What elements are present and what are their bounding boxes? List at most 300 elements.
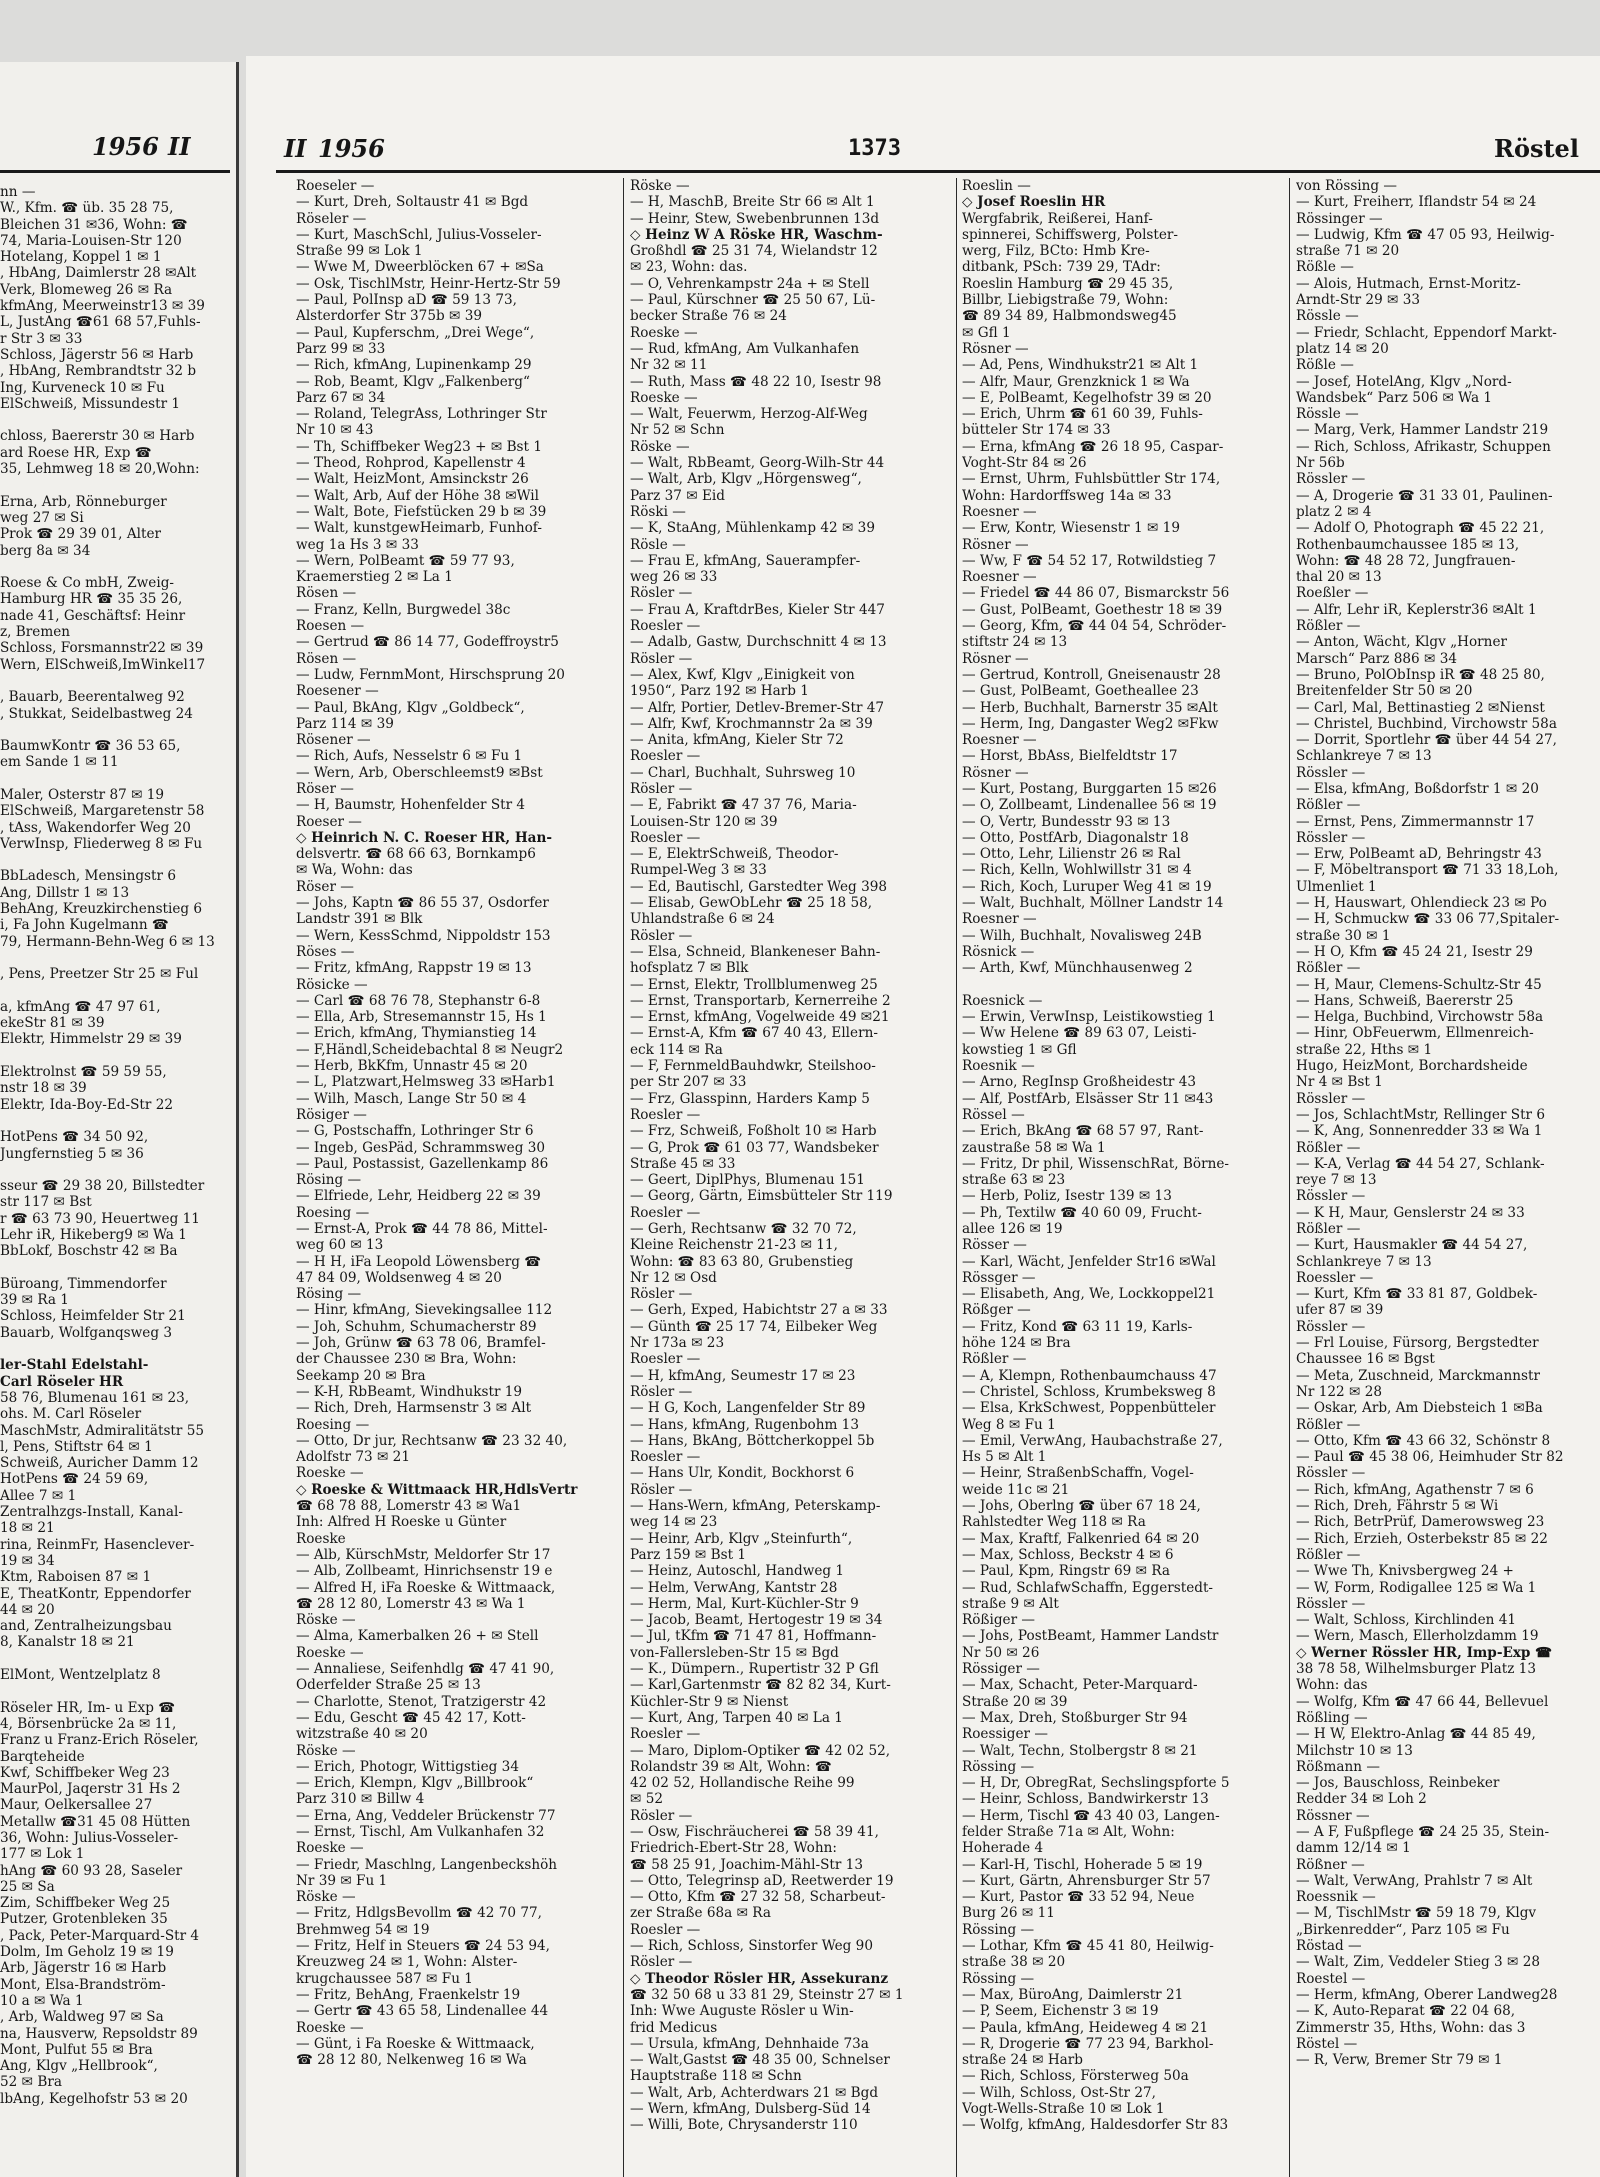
left-page	[0, 62, 239, 2177]
directory-entry-line: ◇ Heinrich N. C. Roeser HR, Han-	[296, 829, 553, 846]
directory-entry-line: Rössler —	[1296, 1595, 1366, 1612]
directory-entry-line: Hauptstraße 118 ✉ Schn	[630, 2068, 802, 2085]
directory-entry-line: Nr 50 ✉ 26	[962, 1644, 1040, 1661]
directory-entry-line: hAng ☎ 60 93 28, Saseler	[0, 1862, 183, 1879]
directory-entry-line: 36, Wohn: Julius-Vosseler-	[0, 1829, 179, 1846]
directory-entry-line: Rössler —	[1296, 764, 1366, 781]
directory-entry-line: Rösler —	[630, 1383, 693, 1400]
directory-entry-line: — Frl Louise, Fürsorg, Bergstedter	[1296, 1335, 1539, 1352]
directory-entry-line: — Ph, Textilw ☎ 40 60 09, Frucht-	[962, 1204, 1202, 1221]
directory-entry-line: — G, Prok ☎ 61 03 77, Wandsbeker	[630, 1139, 879, 1156]
directory-entry-line: — Rich, Schloss, Sinstorfer Weg 90	[630, 1938, 873, 1955]
directory-entry-line: rina, ReinmFr, Hasenclever-	[0, 1536, 195, 1553]
directory-entry-line: — Wwe M, Dweerblöcken 67 + ✉Sa	[296, 259, 544, 276]
directory-entry-line: MaurPol, Jaqerstr 31 Hs 2	[0, 1781, 181, 1798]
directory-entry-line: — Elisabeth, Ang, We, Lockkoppel21	[962, 1286, 1216, 1303]
directory-entry-line: Rösler —	[630, 780, 693, 797]
directory-entry-line: — Walt, Feuerwm, Herzog-Alf-Weg	[630, 406, 868, 423]
directory-entry-line: — Herb, Poliz, Isestr 139 ✉ 13	[962, 1188, 1172, 1205]
directory-entry-line: Schlankreye 7 ✉ 13	[1296, 748, 1432, 765]
directory-entry-line: — Max, Dreh, Stoßburger Str 94	[962, 1709, 1188, 1726]
directory-entry-line: L, JustAng ☎61 68 57,Fuhls-	[0, 314, 201, 331]
directory-entry-line: Küchler-Str 9 ✉ Nienst	[630, 1693, 789, 1710]
directory-entry-line: Röske —	[296, 1612, 356, 1629]
directory-entry-line: krugchaussee 587 ✉ Fu 1	[296, 1970, 473, 1987]
directory-entry-line: Roesner —	[962, 569, 1037, 586]
directory-entry-line: 8, Kanalstr 18 ✉ 21	[0, 1634, 135, 1651]
directory-entry-line: — O, Vehrenkampstr 24a + ✉ Stell	[630, 275, 870, 292]
directory-entry-line: Chaussee 16 ✉ Bgst	[1296, 1351, 1435, 1368]
directory-entry-line: 52 ✉ Bra	[0, 2074, 62, 2091]
directory-entry-line: Kreuzweg 24 ✉ 1, Wohn: Alster-	[296, 1954, 518, 1971]
directory-entry-line: — Anita, kfmAng, Kieler Str 72	[630, 732, 844, 749]
directory-entry-line: Rothenbaumchaussee 185 ✉ 13,	[1296, 536, 1520, 553]
directory-entry-line: 19 ✉ 34	[0, 1552, 55, 1569]
directory-entry-line: — K, Ang, Sonnenredder 33 ✉ Wa 1	[1296, 1123, 1543, 1140]
directory-entry-line: Roesen —	[296, 618, 365, 635]
directory-entry-line: — Paul, Kpm, Ringstr 69 ✉ Ra	[962, 1563, 1170, 1580]
directory-entry-line: em Sande 1 ✉ 11	[0, 754, 119, 771]
directory-entry-line: Hotelang, Koppel 1 ✉ 1	[0, 249, 162, 266]
directory-entry-line: Rößling —	[1296, 1709, 1368, 1726]
directory-entry-line: Breitenfelder Str 50 ✉ 20	[1296, 683, 1473, 700]
directory-entry-line: — Otto, PostfArb, Diagonalstr 18	[962, 829, 1189, 846]
directory-entry-line: r Str 3 ✉ 33	[0, 330, 83, 347]
directory-entry-line: Röstel —	[1296, 2035, 1358, 2052]
directory-entry-line: — F, Möbeltransport ☎ 71 33 18,Loh,	[1296, 862, 1559, 879]
directory-entry-line: — Otto, Telegrinsp aD, Reetwerder 19	[630, 1872, 894, 1889]
directory-entry-line: — Rud, kfmAng, Am Vulkanhafen	[630, 340, 860, 357]
directory-entry-line: Röske —	[630, 178, 690, 194]
directory-entry-line: Parz 99 ✉ 33	[296, 340, 386, 357]
directory-column-3	[962, 178, 1282, 2177]
directory-entry-line: — Fritz, kfmAng, Rappstr 19 ✉ 13	[296, 960, 532, 977]
directory-entry-line: reye 7 ✉ 13	[1296, 1172, 1377, 1189]
directory-entry-line: Rahlstedter Weg 118 ✉ Ra	[962, 1514, 1146, 1531]
directory-entry-line: — Jos, Bauschloss, Reinbeker	[1296, 1775, 1500, 1792]
directory-entry-line: — K., Dümpern., Rupertistr 32 P Gfl	[630, 1661, 879, 1678]
directory-entry-line: Roessiger —	[962, 1726, 1048, 1743]
directory-entry-line: Roeseler —	[296, 178, 375, 194]
directory-entry-line: — H, Hauswart, Ohlendieck 23 ✉ Po	[1296, 895, 1547, 912]
directory-entry-line: Roeske —	[630, 389, 698, 406]
directory-entry-line: — Roland, TelegrAss, Lothringer Str	[296, 406, 547, 423]
directory-entry-line: Rössing —	[962, 1758, 1035, 1775]
directory-entry-line: — Ernst, Uhrm, Fuhlsbüttler Str 174,	[962, 471, 1221, 488]
directory-entry-line: weide 11c ✉ 21	[962, 1481, 1070, 1498]
directory-entry-line: — H, kfmAng, Seumestr 17 ✉ 23	[630, 1367, 856, 1384]
directory-entry-line: thal 20 ✉ 13	[1296, 569, 1382, 586]
left-page-column	[0, 184, 226, 2177]
right-header-rule	[276, 170, 1600, 173]
directory-entry-line: — Walt, Techn, Stolbergstr 8 ✉ 21	[962, 1742, 1198, 1759]
directory-entry-line: Mont, Elsa-Brandström-	[0, 1976, 166, 1993]
directory-entry-line: — Max, Schacht, Peter-Marquard-	[962, 1677, 1198, 1694]
directory-entry-line: — Fritz, BehAng, Fraenkelstr 19	[296, 1986, 521, 2003]
directory-entry-line: Rößmann —	[1296, 1758, 1380, 1775]
directory-entry-line: ditbank, PSch: 739 29, TAdr:	[962, 259, 1161, 276]
directory-entry-line: Roesing —	[296, 1204, 370, 1221]
directory-entry-line: — Hans, Schweiß, Baererstr 25	[1296, 992, 1514, 1009]
directory-entry-line: Roeslin Hamburg ☎ 29 45 35,	[962, 275, 1174, 292]
directory-entry-line: — Gust, PolBeamt, Goetheallee 23	[962, 683, 1199, 700]
directory-entry-line: — Rich, Schloss, Försterweg 50a	[962, 2068, 1189, 2085]
directory-entry-line: Roeske —	[630, 324, 698, 341]
directory-entry-line: Rösler —	[630, 927, 693, 944]
directory-entry-line: straße 38 ✉ 20	[962, 1954, 1066, 1971]
directory-entry-line	[0, 983, 226, 999]
directory-entry-line: — Geert, DiplPhys, Blumenau 151	[630, 1172, 865, 1189]
directory-entry-line: — Wern, PolBeamt ☎ 59 77 93,	[296, 552, 515, 569]
directory-entry-line: ElMont, Wentzelplatz 8	[0, 1667, 161, 1684]
directory-entry-line: ◇ Theodor Rösler HR, Assekuranz	[630, 1970, 889, 1987]
directory-entry-line: — Heinr, Arb, Klgv „Steinfurth“,	[630, 1530, 853, 1547]
directory-entry-line: , HbAng, Daimlerstr 28 ✉Alt	[0, 265, 197, 282]
directory-entry-line: Roesner —	[962, 732, 1037, 749]
directory-entry-line: zer Straße 68a ✉ Ra	[630, 1905, 771, 1922]
directory-entry-line: — Alfr, Kwf, Krochmannstr 2a ✉ 39	[630, 715, 873, 732]
directory-entry-line: — Franz, Kelln, Burgwedel 38c	[296, 601, 511, 618]
directory-entry-line: — Josef, HotelAng, Klgv „Nord-	[1296, 373, 1512, 390]
directory-entry-line: — Gertr ☎ 43 65 58, Lindenallee 44	[296, 2003, 549, 2020]
directory-entry-line: — H, Maur, Clemens-Schultz-Str 45	[1296, 976, 1542, 993]
directory-entry-line: becker Straße 76 ✉ 24	[630, 308, 787, 325]
directory-entry-line	[0, 1683, 226, 1699]
directory-entry-line: Rössle —	[1296, 308, 1359, 325]
directory-entry-line: Roesler —	[630, 1921, 701, 1938]
directory-entry-line: — M, TischlMstr ☎ 59 18 79, Klgv	[1296, 1905, 1537, 1922]
directory-entry-line: Büroang, Timmendorfer	[0, 1275, 167, 1292]
directory-entry-line: — Walt, Bote, Fiefstücken 29 b ✉ 39	[296, 503, 547, 520]
directory-entry-line: — Fritz, Helf in Steuers ☎ 24 53 94,	[296, 1938, 551, 1955]
directory-entry-line: — Frau A, KraftdrBes, Kieler Str 447	[630, 601, 885, 618]
directory-column-2	[630, 178, 950, 2177]
directory-entry-line: spinnerei, Schiffswerg, Polster-	[962, 226, 1178, 243]
directory-entry-line: — Kurt, Postang, Burggarten 15 ✉26	[962, 780, 1217, 797]
directory-entry-line: — Alois, Hutmach, Ernst-Moritz-	[1296, 275, 1521, 292]
directory-entry-line: Rößle —	[1296, 357, 1354, 374]
directory-entry-line: — Kurt, Gärtn, Ahrensburger Str 57	[962, 1872, 1211, 1889]
directory-entry-line: stiftstr 24 ✉ 13	[962, 634, 1068, 651]
directory-entry-line: — Paul, Kürschner ☎ 25 50 67, Lü-	[630, 292, 876, 309]
directory-entry-line: — Herm, Tischl ☎ 43 40 03, Langen-	[962, 1807, 1220, 1824]
directory-entry-line: Roesner —	[962, 503, 1037, 520]
directory-entry-line: Roeser —	[296, 813, 362, 830]
directory-entry-line: weg 60 ✉ 13	[296, 1237, 384, 1254]
directory-entry-line: nn —	[0, 184, 36, 200]
directory-entry-line: Rösser —	[962, 1237, 1027, 1254]
directory-entry-line: Rolandstr 39 ✉ Alt, Wohn: ☎	[630, 1758, 832, 1775]
directory-entry-line: Roeßler —	[1296, 585, 1369, 602]
directory-entry-line: — Arth, Kwf, Münchhausenweg 2	[962, 960, 1193, 977]
directory-entry-line: MaschMstr, Admiralitätstr 55	[0, 1422, 205, 1439]
directory-entry-line: — O, Vertr, Bundesstr 93 ✉ 13	[962, 813, 1171, 830]
directory-entry-line: — Annaliese, Seifenhdlg ☎ 47 41 90,	[296, 1661, 555, 1678]
directory-entry-line: Rößger —	[962, 1302, 1031, 1319]
directory-entry-line: Rösler —	[630, 1481, 693, 1498]
directory-entry-line: ◇ Roeske & Wittmaack HR,HdlsVertr	[296, 1481, 578, 1498]
directory-entry-line: — Friedr, Schlacht, Eppendorf Markt-	[1296, 324, 1557, 341]
directory-entry-line: — Paul, BkAng, Klgv „Goldbeck“,	[296, 699, 525, 716]
directory-entry-line	[0, 477, 226, 493]
directory-entry-line: Roesener —	[296, 683, 379, 700]
directory-entry-line: 42 02 52, Hollandische Reihe 99	[630, 1775, 855, 1792]
directory-entry-line: — Heinr, Schloss, Bandwirkerstr 13	[962, 1791, 1209, 1808]
directory-entry-line: witzstraße 40 ✉ 20	[296, 1726, 428, 1743]
directory-entry-line: — Ludwig, Kfm ☎ 47 05 93, Heilwig-	[1296, 226, 1555, 243]
directory-entry-line: — K-A, Verlag ☎ 44 54 27, Schlank-	[1296, 1155, 1545, 1172]
directory-entry-line: , Pens, Preetzer Str 25 ✉ Ful	[0, 966, 199, 983]
directory-entry-line: Roesler —	[630, 1106, 701, 1123]
directory-entry-line: — Walt,Gastst ☎ 48 35 00, Schnelser	[630, 2052, 890, 2069]
directory-entry-line: — Hans-Wern, kfmAng, Peterskamp-	[630, 1498, 881, 1515]
directory-entry-line: — Alfred H, iFa Roeske & Wittmaack,	[296, 1579, 556, 1596]
directory-entry-line: — Jacob, Beamt, Hertogestr 19 ✉ 34	[630, 1612, 883, 1629]
directory-entry-line	[962, 977, 1282, 993]
directory-entry-line: Rößler —	[962, 1351, 1027, 1368]
directory-entry-line: — Heinr, StraßenbSchaffn, Vogel-	[962, 1465, 1194, 1482]
directory-entry-line: — Alfr, Maur, Grenzknick 1 ✉ Wa	[962, 373, 1190, 390]
directory-entry-line: — Ludw, FernmMont, Hirschsprung 20	[296, 666, 565, 683]
directory-entry-line: Rössinger —	[1296, 210, 1383, 227]
directory-entry-line: Rösen —	[296, 650, 357, 667]
directory-entry-line: damm 12/14 ✉ 1	[1296, 1840, 1411, 1857]
directory-entry-line: zaustraße 58 ✉ Wa 1	[962, 1139, 1106, 1156]
directory-entry-line: Rösner —	[962, 536, 1029, 553]
directory-entry-line: Uhlandstraße 6 ✉ 24	[630, 911, 775, 928]
directory-entry-line: Roesler —	[630, 618, 701, 635]
directory-entry-line: nstr 18 ✉ 39	[0, 1080, 87, 1097]
directory-entry-line: Nr 39 ✉ Fu 1	[296, 1872, 388, 1889]
directory-entry-line: — Ernst, Elektr, Trollblumenweg 25	[630, 976, 878, 993]
directory-entry-line: — Ruth, Mass ☎ 48 22 10, Isestr 98	[630, 373, 882, 390]
directory-entry-line: — H G, Koch, Langenfelder Str 89	[630, 1400, 866, 1417]
directory-entry-line: HotPens ☎ 24 59 69,	[0, 1471, 149, 1488]
directory-entry-line: Rößler —	[1296, 1139, 1361, 1156]
directory-entry-line: Bleichen 31 ✉36, Wohn: ☎	[0, 216, 188, 233]
directory-entry-line: — A, Drogerie ☎ 31 33 01, Paulinen-	[1296, 487, 1553, 504]
directory-entry-line: — Otto, Kfm ☎ 27 32 58, Scharbeut-	[630, 1889, 886, 1906]
directory-entry-line: — Kurt, Pastor ☎ 33 52 94, Neue	[962, 1889, 1195, 1906]
directory-entry-line: Roeske —	[296, 1840, 364, 1857]
directory-entry-line: hofsplatz 7 ✉ Blk	[630, 960, 749, 977]
directory-entry-line: — Helm, VerwAng, Kantstr 28	[630, 1579, 838, 1596]
directory-entry-line: — Herm, Mal, Kurt-Küchler-Str 9	[630, 1595, 859, 1612]
directory-entry-line: Rössler —	[1296, 471, 1366, 488]
directory-entry-line: Elektrolnst ☎ 59 59 55,	[0, 1064, 167, 1081]
directory-entry-line: — Wolfg, kfmAng, Haldesdorfer Str 83	[962, 2117, 1229, 2134]
directory-entry-line: — Kurt, Hausmakler ☎ 44 54 27,	[1296, 1237, 1528, 1254]
directory-entry-line: delsvertr. ☎ 68 66 63, Bornkamp6	[296, 846, 536, 863]
directory-entry-line: — Joh, Grünw ☎ 63 78 06, Bramfel-	[296, 1335, 546, 1352]
directory-entry-line: Schlankreye 7 ✉ 13	[1296, 1253, 1432, 1270]
directory-entry-line: Wandsbek“ Parz 506 ✉ Wa 1	[1296, 389, 1493, 406]
directory-entry-line: Rössing —	[962, 1970, 1035, 1987]
directory-entry-line: Roesler —	[630, 829, 701, 846]
directory-entry-line: Röske —	[630, 438, 690, 455]
directory-entry-line: Ktm, Raboisen 87 ✉ 1	[0, 1569, 152, 1586]
directory-entry-line: Nr 32 ✉ 11	[630, 357, 708, 374]
directory-entry-line	[0, 950, 226, 966]
directory-entry-line: 18 ✉ 21	[0, 1520, 55, 1537]
directory-entry-line: — Johs, Kaptn ☎ 86 55 37, Osdorfer	[296, 895, 549, 912]
directory-entry-line: „Birkenredder“, Parz 105 ✉ Fu	[1296, 1921, 1510, 1938]
directory-entry-line: Rösing —	[296, 1172, 362, 1189]
directory-entry-line: — Elsa, KrkSchwest, Poppenbütteler	[962, 1400, 1216, 1417]
directory-entry-line: Röseler HR, Im- u Exp ☎	[0, 1699, 176, 1716]
directory-entry-line: — Jul, tKfm ☎ 71 47 81, Hoffmann-	[630, 1628, 877, 1645]
directory-entry-line: Nr 173a ✉ 23	[630, 1335, 725, 1352]
directory-entry-line: — Ernst, kfmAng, Vogelweide 49 ✉21	[630, 1009, 890, 1026]
directory-entry-line: Kraemerstieg 2 ✉ La 1	[296, 569, 453, 586]
directory-entry-line: — E, PolBeamt, Kegelhofstr 39 ✉ 20	[962, 389, 1212, 406]
directory-entry-line: — Wolfg, Kfm ☎ 47 66 44, Bellevuel	[1296, 1693, 1549, 1710]
directory-entry-line: — Gust, PolBeamt, Goethestr 18 ✉ 39	[962, 601, 1223, 618]
directory-entry-line: — Walt, RbBeamt, Georg-Wilh-Str 44	[630, 455, 885, 472]
directory-entry-line: — Erich, Klempn, Klgv „Billbrook“	[296, 1775, 534, 1792]
directory-entry-line: , Arb, Waldweg 97 ✉ Sa	[0, 2009, 164, 2026]
directory-entry-line: Arb, Jägerstr 16 ✉ Harb	[0, 1960, 167, 1977]
directory-entry-line: Inh: Wwe Auguste Rösler u Win-	[630, 2003, 854, 2020]
directory-entry-line: chloss, Baererstr 30 ✉ Harb	[0, 428, 195, 445]
directory-entry-line: Carl Röseler HR	[0, 1373, 124, 1390]
directory-entry-line: Röser —	[296, 780, 354, 797]
directory-entry-line: — Adalb, Gastw, Durchschnitt 4 ✉ 13	[630, 634, 887, 651]
directory-entry-line: — G, Postschaffn, Lothringer Str 6	[296, 1123, 534, 1140]
directory-entry-line: Hs 5 ✉ Alt 1	[962, 1449, 1047, 1466]
directory-entry-line: — Wilh, Masch, Lange Str 50 ✉ 4	[296, 1090, 527, 1107]
directory-entry-line: — F, FernmeldBauhdwkr, Steilshoo-	[630, 1058, 876, 1075]
directory-entry-line: Rösener —	[296, 732, 371, 749]
directory-entry-line: — Kurt, Freiherr, Iflandstr 54 ✉ 24	[1296, 194, 1537, 211]
directory-entry-line: — Erna, kfmAng ☎ 26 18 95, Caspar-	[962, 438, 1224, 455]
directory-entry-line: Roesler —	[630, 1726, 701, 1743]
directory-entry-line: Rößler —	[1296, 960, 1361, 977]
directory-entry-line: — Gerh, Exped, Habichtstr 27 a ✉ 33	[630, 1302, 888, 1319]
directory-entry-line: — Frz, Glasspinn, Harders Kamp 5	[630, 1090, 870, 1107]
directory-entry-line: Voght-Str 84 ✉ 26	[962, 455, 1087, 472]
directory-entry-line: 25 ✉ Sa	[0, 1878, 55, 1895]
directory-entry-line: straße 63 ✉ 23	[962, 1172, 1066, 1189]
directory-entry-line: straße 9 ✉ Alt	[962, 1595, 1059, 1612]
directory-entry-line: Rösnick —	[962, 943, 1035, 960]
directory-entry-line: 4, Börsenbrücke 2a ✉ 11,	[0, 1715, 177, 1732]
directory-entry-line: 58 76, Blumenau 161 ✉ 23,	[0, 1389, 190, 1406]
directory-entry-line: , HbAng, Rembrandtstr 32 b	[0, 363, 197, 380]
directory-entry-line: — K H, Maur, Genslerstr 24 ✉ 33	[1296, 1204, 1525, 1221]
directory-entry-line: — Rich, Schloss, Afrikastr, Schuppen	[1296, 438, 1551, 455]
directory-entry-line: — Ad, Pens, Windhukstr21 ✉ Alt 1	[962, 357, 1199, 374]
directory-entry-line: der Chaussee 230 ✉ Bra, Wohn:	[296, 1351, 517, 1368]
directory-entry-line: straße 24 ✉ Harb	[962, 2052, 1083, 2069]
directory-entry-line: Rößler —	[1296, 1221, 1361, 1237]
directory-entry-line: Roesler —	[630, 1449, 701, 1466]
directory-entry-line: Rößler —	[1296, 1546, 1361, 1563]
directory-entry-line: — Rich, BetrPrüf, Damerowsweg 23	[1296, 1514, 1545, 1531]
directory-entry-line: Oderfelder Straße 25 ✉ 13	[296, 1677, 481, 1694]
directory-entry-line	[0, 1113, 226, 1129]
directory-entry-line: z, Bremen	[0, 624, 71, 641]
directory-entry-line: Hoherade 4	[962, 1840, 1044, 1857]
directory-entry-line: — Wwe Th, Knivsbergweg 24 +	[1296, 1563, 1514, 1580]
directory-entry-line: — Carl ☎ 68 76 78, Stephanstr 6-8	[296, 992, 541, 1009]
directory-entry-line: per Str 207 ✉ 33	[630, 1074, 747, 1091]
directory-entry-line: — Friedel ☎ 44 86 07, Bismarckstr 56	[962, 585, 1230, 602]
directory-entry-line: Zimmerstr 35, Hths, Wohn: das 3	[1296, 2019, 1526, 2036]
directory-entry-line: Rösner —	[962, 340, 1029, 357]
directory-entry-line	[0, 722, 226, 738]
right-header-year: 1956	[318, 134, 385, 163]
directory-entry-line: Rössel —	[962, 1106, 1025, 1123]
directory-entry-line: l, Pens, Stiftstr 64 ✉ 1	[0, 1438, 153, 1455]
directory-entry-line: — Wern, Masch, Ellerholzdamm 19	[1296, 1628, 1539, 1645]
directory-entry-line: Barqteheide	[0, 1748, 85, 1765]
directory-entry-line: Ing, Kurveneck 10 ✉ Fu	[0, 379, 165, 396]
directory-entry-line: Verk, Blomeweg 26 ✉ Ra	[0, 281, 173, 298]
directory-entry-line: Friedrich-Ebert-Str 28, Wohn:	[630, 1840, 837, 1857]
directory-entry-line: Rösner —	[962, 764, 1029, 781]
directory-entry-line: , Bauarb, Beerentalweg 92	[0, 689, 185, 706]
directory-entry-line: ☎ 32 50 68 u 33 81 29, Steinstr 27 ✉ 1	[630, 1986, 904, 2003]
directory-entry-line: — Alb, KürschMstr, Meldorfer Str 17	[296, 1546, 551, 1563]
directory-entry-line: straße 30 ✉ 1	[1296, 927, 1391, 944]
directory-entry-line: Roeske —	[296, 2019, 364, 2036]
directory-entry-line	[0, 412, 226, 428]
directory-entry-line: — H, Baumstr, Hohenfelder Str 4	[296, 797, 526, 814]
directory-entry-line: — Ww Helene ☎ 89 63 07, Leisti-	[962, 1025, 1197, 1042]
directory-entry-line: — Walt, Arb, Achterdwars 21 ✉ Bgd	[630, 2084, 879, 2101]
directory-entry-line: ard Roese HR, Exp ☎	[0, 444, 152, 461]
directory-entry-line: straße 71 ✉ 20	[1296, 243, 1400, 260]
directory-entry-line: Rössler —	[1296, 829, 1366, 846]
directory-entry-line: Brehmweg 54 ✉ 19	[296, 1921, 430, 1938]
directory-entry-line: kfmAng, Meerweinstr13 ✉ 39	[0, 298, 205, 315]
directory-entry-line: — Dorrit, Sportlehr ☎ über 44 54 27,	[1296, 732, 1558, 749]
directory-entry-line: ☎ 28 12 80, Nelkenweg 16 ✉ Wa	[296, 2052, 527, 2069]
directory-entry-line: — Willi, Bote, Chrysanderstr 110	[630, 2117, 858, 2134]
directory-entry-line: — Elisab, GewObLehr ☎ 25 18 58,	[630, 895, 873, 912]
directory-entry-line: VerwInsp, Fliederweg 8 ✉ Fu	[0, 835, 203, 852]
directory-entry-line	[0, 771, 226, 787]
directory-entry-line: — Fritz, HdlgsBevollm ☎ 42 70 77,	[296, 1905, 542, 1922]
directory-entry-line: — Erw, Kontr, Wiesenstr 1 ✉ 19	[962, 520, 1180, 537]
directory-entry-line: — Günth ☎ 25 17 74, Eilbeker Weg	[630, 1318, 878, 1335]
directory-entry-line: — H O, Kfm ☎ 45 24 21, Isestr 29	[1296, 943, 1533, 960]
directory-entry-line: — Herb, Buchhalt, Barnerstr 35 ✉Alt	[962, 699, 1218, 716]
column-divider	[956, 178, 957, 2177]
directory-entry-line: berg 8a ✉ 34	[0, 542, 91, 559]
directory-entry-line: — Günt, i Fa Roeske & Wittmaack,	[296, 2035, 535, 2052]
directory-entry-line: ohs. M. Carl Röseler	[0, 1406, 142, 1423]
directory-entry-line: — Rich, Dreh, Harmsenstr 3 ✉ Alt	[296, 1400, 532, 1417]
directory-entry-line: Rössler —	[1296, 1090, 1366, 1107]
directory-entry-line: Alsterdorfer Str 375b ✉ 39	[296, 308, 482, 325]
directory-entry-line: Burg 26 ✉ 11	[962, 1905, 1055, 1922]
directory-entry-line: — E, ElektrSchweiß, Theodor-	[630, 846, 839, 863]
directory-entry-line: — Erich, BkAng ☎ 68 57 97, Rant-	[962, 1123, 1204, 1140]
directory-entry-line: — Alma, Kamerbalken 26 + ✉ Stell	[296, 1628, 539, 1645]
directory-column-1	[296, 178, 618, 2177]
directory-entry-line: Redder 34 ✉ Loh 2	[1296, 1791, 1427, 1808]
directory-entry-line: Putzer, Grotenbleken 35	[0, 1911, 168, 1928]
directory-entry-line: Wergfabrik, Reißerei, Hanf-	[962, 210, 1153, 227]
directory-entry-line: — Paula, kfmAng, Heideweg 4 ✉ 21	[962, 2019, 1209, 2036]
directory-entry-line: — Christel, Schloss, Krumbeksweg 8	[962, 1383, 1216, 1400]
directory-entry-line: — Elsa, Schneid, Blankeneser Bahn-	[630, 943, 881, 960]
directory-entry-line: str 117 ✉ Bst	[0, 1194, 92, 1211]
directory-entry-line: kowstieg 1 ✉ Gfl	[962, 1041, 1077, 1058]
directory-entry-line: — H W, Elektro-Anlag ☎ 44 85 49,	[1296, 1726, 1536, 1743]
